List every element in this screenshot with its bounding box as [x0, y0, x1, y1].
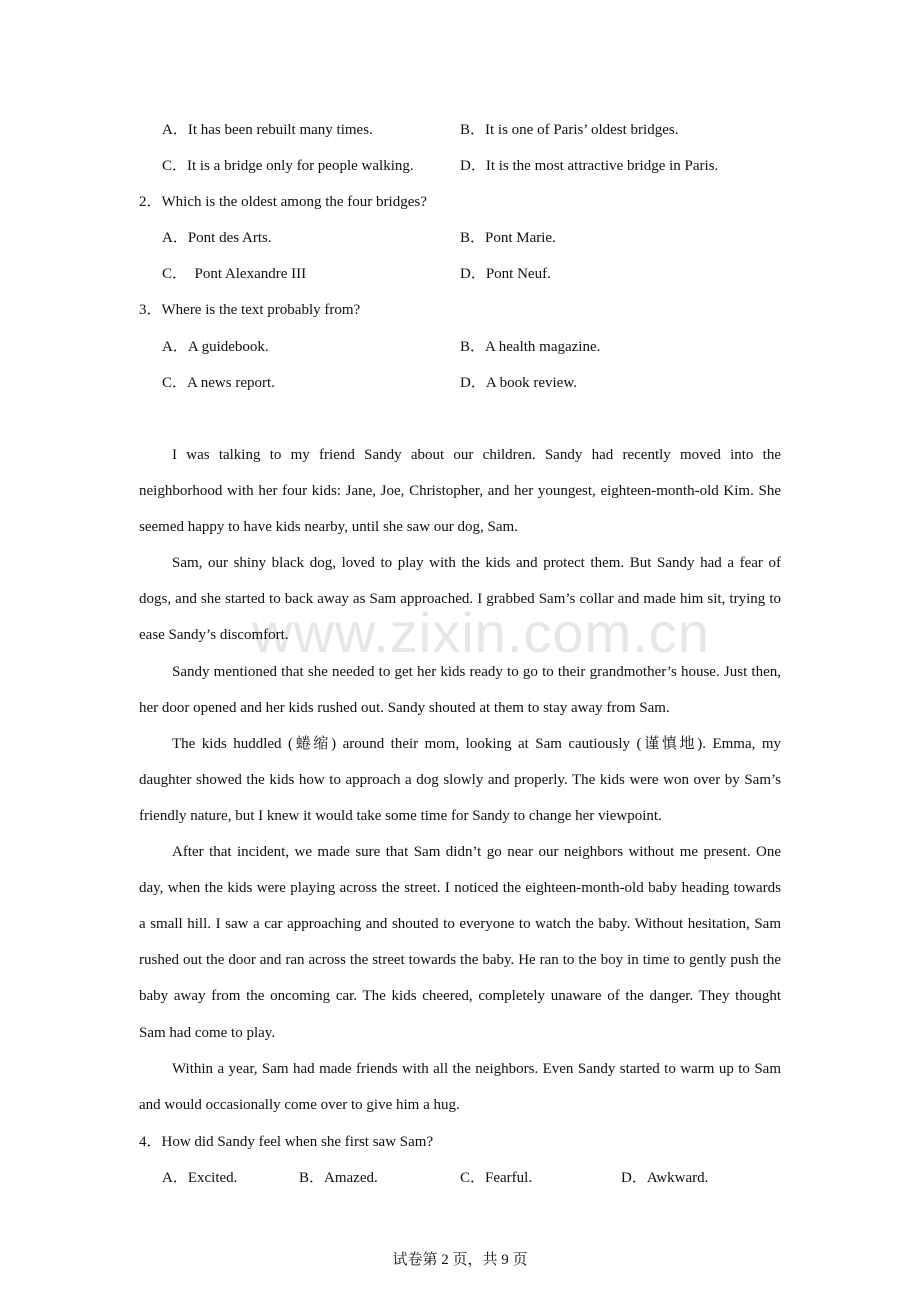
q3-stem: 3．Where is the text probably from?: [139, 302, 361, 318]
q2-option-b: B．Pont Marie.: [460, 230, 556, 246]
q1-option-c: C．It is a bridge only for people walking.: [162, 158, 414, 174]
q2-stem: 2．Which is the oldest among the four bridges?: [139, 194, 427, 210]
watermark: www.zixin.com.cn: [252, 601, 710, 664]
q4-option-a: A．Excited.: [162, 1170, 238, 1186]
reading-passage: [139, 437, 781, 1123]
passage-paragraph-5: After that incident, we made sure that Sam didn’t go near our neighbors without me present. One day, when the kids were playing across the street. I noticed the eighteen-month-old baby heading towards a small hill. I saw a car approaching and shouted to everyone to watch the baby. Without hesitation, Sam rushed out the door and ran across the street towards the baby. He ran to the boy in time to gently push the baby away from the oncoming car. The kids cheered, completely unaware of the danger. They thought Sam had come to play.: [139, 844, 781, 1041]
q3-option-a: A．A guidebook.: [162, 339, 269, 355]
q1-option-b: B．It is one of Paris’ oldest bridges.: [460, 122, 679, 138]
page-footer: 试卷第 2 页，共 9 页: [392, 1252, 528, 1268]
q1-option-d: D．It is the most attractive bridge in Paris.: [460, 158, 719, 174]
q3-option-b: B．A health magazine.: [460, 339, 601, 355]
q4-option-b: B．Amazed.: [299, 1170, 378, 1186]
q4-option-c: C．Fearful.: [460, 1170, 533, 1186]
q4-option-d: D．Awkward.: [621, 1170, 709, 1186]
passage-paragraph-4: The kids huddled (蜷缩) around their mom, looking at Sam cautiously (谨慎地). Emma, my daughter showed the kids how to approach a dog slowly and properly. The kids were won over by Sam’s friendly nature, but I knew it would take some time for Sandy to change her viewpoint.: [139, 735, 781, 824]
passage-paragraph-6: Within a year, Sam had made friends with all the neighbors. Even Sandy started to warm up to Sam and would occasionally come over to give him a hug.: [139, 1060, 781, 1113]
q4-stem: 4．How did Sandy feel when she first saw Sam?: [139, 1134, 434, 1150]
q2-option-c: C． Pont Alexandre III: [162, 266, 307, 282]
q2-option-a: A．Pont des Arts.: [162, 230, 272, 246]
passage-paragraph-3: Sandy mentioned that she needed to get her kids ready to go to their grandmother’s house. Just then, her door opened and her kids rushed out. Sandy shouted at them to stay away from Sam.: [139, 663, 781, 716]
q1-option-a: A．It has been rebuilt many times.: [162, 122, 373, 138]
q3-option-d: D．A book review.: [460, 375, 577, 391]
q2-option-d: D．Pont Neuf.: [460, 266, 551, 282]
passage-paragraph-1: I was talking to my friend Sandy about our children. Sandy had recently moved into the neighborhood with her four kids: Jane, Joe, Christopher, and her youngest, eighteen-month-old Kim. She seemed happy to have kids nearby, until she saw our dog, Sam.: [139, 447, 781, 536]
passage-paragraph-2: Sam, our shiny black dog, loved to play with the kids and protect them. But Sandy had a fear of dogs, and she started to back away as Sam approached. I grabbed Sam’s collar and made him sit, trying to ease Sandy’s discomfort.: [139, 555, 781, 644]
q3-option-c: C．A news report.: [162, 375, 275, 391]
